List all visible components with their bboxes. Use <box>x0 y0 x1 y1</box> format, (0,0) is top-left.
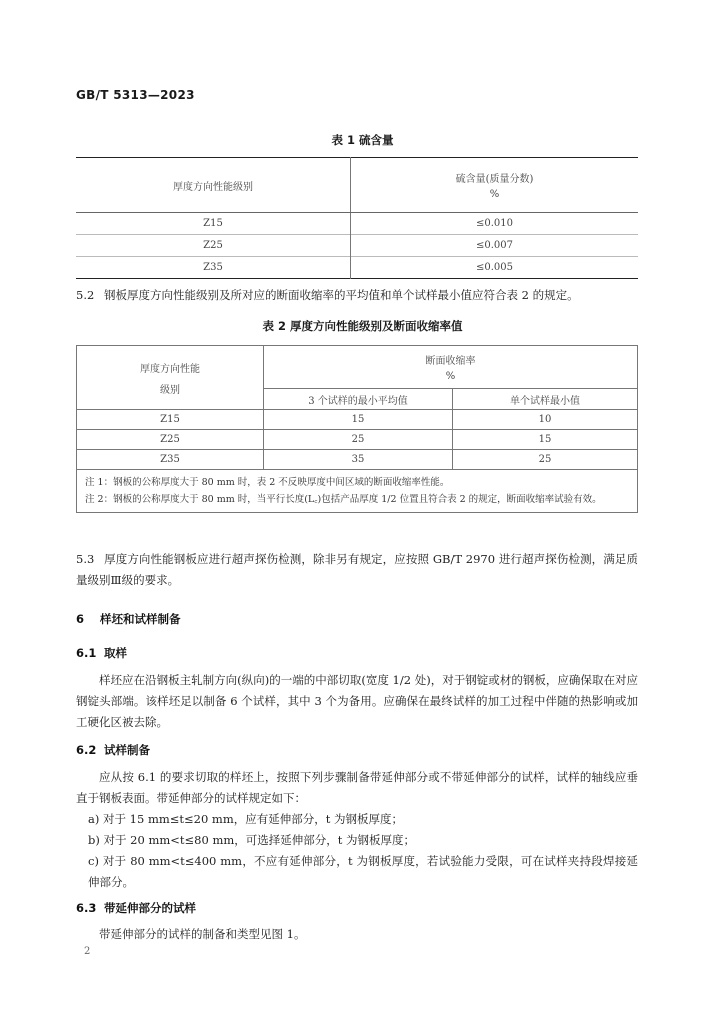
table2-head-grade-line2: 级别 <box>160 384 180 396</box>
table2-cell-min: 15 <box>453 430 638 450</box>
table2-head-grade-line1: 厚度方向性能 <box>140 363 200 375</box>
section-title: 带延伸部分的试样 <box>104 901 196 915</box>
table2-cell-grade: Z35 <box>77 450 264 470</box>
clause-5-3 <box>76 549 638 591</box>
section-number: 6.3 <box>76 901 97 915</box>
section-6-2-heading <box>76 742 150 758</box>
table2-head-reduction-label: 断面收缩率 <box>425 356 476 367</box>
clause-number: 5.3 <box>76 552 95 566</box>
section-6-1-text: 样坯应在沿钢板主轧制方向(纵向)的一端的中部切取(宽度 1/2 处)，对于钢锭或材的钢板，应确保取在对应钢锭头部端。该样坯足以制备 6 个试样，其中 3 个为备用。应确保在最终试样的加工过程中伴随的热影响或加工硬化区被去除。 <box>76 673 638 729</box>
table2-note-2: 注 2：钢板的公称厚度大于 80 mm 时，当平行长度(L꜀)包括产品厚度 1/2 位置且符合表 2 的规定，断面收缩率试验有效。 <box>85 494 602 505</box>
table2-cell-grade: Z15 <box>77 410 264 430</box>
table-row <box>76 257 638 279</box>
section-title: 样坯和试样制备 <box>100 612 181 626</box>
table2-cell-min: 10 <box>453 410 638 430</box>
section-title: 取样 <box>104 646 127 660</box>
table2-caption: 表 2 厚度方向性能级别及断面收缩率值 <box>262 319 463 333</box>
section-title: 试样制备 <box>104 743 150 757</box>
table-row <box>77 450 638 470</box>
table2-cell-avg: 15 <box>264 410 453 430</box>
page-number: 2 <box>84 946 91 957</box>
table2-cell-grade: Z25 <box>77 430 264 450</box>
table2-head-reduction-unit: % <box>445 371 456 382</box>
section-number: 6.2 <box>76 743 97 757</box>
section-6-1-heading <box>76 645 127 661</box>
table1-head-sulfur <box>351 158 639 213</box>
section-6-heading <box>76 611 181 627</box>
section-6-3-heading <box>76 900 196 916</box>
table2-notes <box>77 470 638 513</box>
section-number: 6.1 <box>76 646 97 660</box>
clause-5-2 <box>76 285 638 306</box>
clause-number: 5.2 <box>76 288 95 302</box>
clause-text: 厚度方向性能钢板应进行超声探伤检测，除非另有规定，应按照 GB/T 2970 进行超声探伤检测，满足质量级别Ⅲ级的要求。 <box>76 552 638 587</box>
table1 <box>76 157 638 279</box>
section-6-2-item-c: c) 对于 80 mm<t≤400 mm，不应有延伸部分，t 为钢板厚度，若试验能力受限，可在试样夹持段焊接延伸部分。 <box>88 854 638 889</box>
table1-cell-value: ≤0.005 <box>351 257 639 279</box>
table1-caption: 表 1 硫含量 <box>331 133 394 147</box>
table1-cell-value: ≤0.007 <box>351 235 639 257</box>
table2-head-avg: 3 个试样的最小平均值 <box>264 389 453 410</box>
table1-cell-grade: Z35 <box>76 257 351 279</box>
table2-head-reduction <box>264 346 638 389</box>
table2-head-min: 单个试样最小值 <box>453 389 638 410</box>
table2-cell-avg: 35 <box>264 450 453 470</box>
table1-head-sulfur-unit: % <box>489 189 500 200</box>
table2-cell-min: 25 <box>453 450 638 470</box>
table2 <box>76 345 638 513</box>
clause-text: 钢板厚度方向性能级别及所对应的断面收缩率的平均值和单个试样最小值应符合表 2 的规定。 <box>104 288 579 302</box>
section-number: 6 <box>76 612 85 626</box>
standard-code: GB/T 5313—2023 <box>76 88 195 102</box>
table1-cell-value: ≤0.010 <box>351 213 639 235</box>
section-6-3-text: 带延伸部分的试样的制备和类型见图 1。 <box>99 927 306 941</box>
table-row <box>77 430 638 450</box>
table-row <box>76 213 638 235</box>
table2-cell-avg: 25 <box>264 430 453 450</box>
section-6-2-item-b: b) 对于 20 mm<t≤80 mm，可选择延伸部分，t 为钢板厚度； <box>88 833 416 847</box>
section-6-2-intro: 应从按 6.1 的要求切取的样坯上，按照下列步骤制备带延伸部分或不带延伸部分的试样，试样的轴线应垂直于钢板表面。带延伸部分的试样规定如下： <box>76 770 638 805</box>
table1-head-sulfur-label: 硫含量(质量分数) <box>455 174 534 185</box>
table1-cell-grade: Z15 <box>76 213 351 235</box>
table-row <box>77 410 638 430</box>
table1-cell-grade: Z25 <box>76 235 351 257</box>
table-row <box>76 235 638 257</box>
section-6-2-item-a: a) 对于 15 mm≤t≤20 mm，应有延伸部分，t 为钢板厚度； <box>88 812 404 826</box>
table1-head-grade: 厚度方向性能级别 <box>76 158 351 213</box>
table2-head-grade <box>77 346 264 410</box>
table2-note-1: 注 1：钢板的公称厚度大于 80 mm 时，表 2 不反映厚度中间区域的断面收缩率性能。 <box>85 477 450 488</box>
